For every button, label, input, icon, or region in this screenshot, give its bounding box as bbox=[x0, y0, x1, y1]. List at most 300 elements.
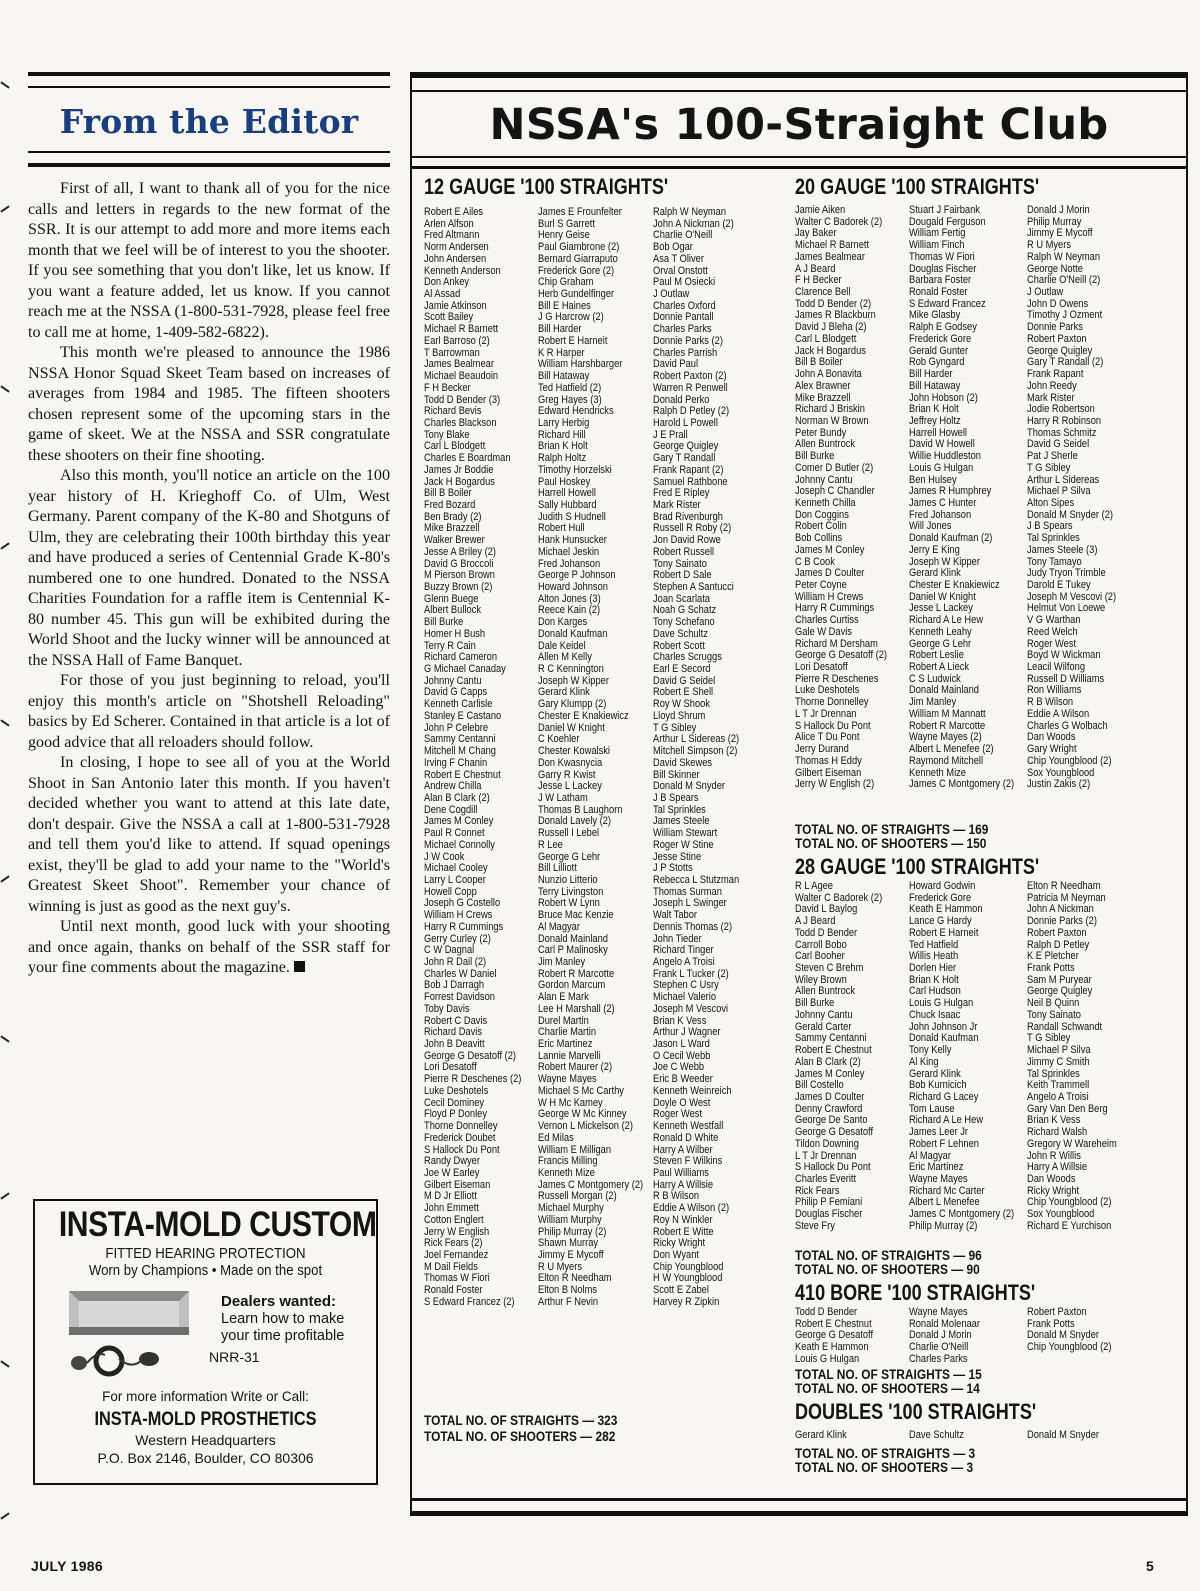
shooter-name: Tal Sprinkles bbox=[1027, 1067, 1080, 1080]
shooter-name: Pierre R Deschenes (2) bbox=[424, 1073, 522, 1086]
shooter-name: Robert E Harneit bbox=[538, 334, 608, 347]
editor-paragraph: This month we're pleased to announce the 1986 NSSA Honor Squad Skeet Team based on increases of averages from 1984 and 1985. The fifteen shooters chosen represent some of the upcoming stars in the game of skeet. We at the NSSA and SSR congratulate these shooters on their fine shooting. bbox=[28, 344, 390, 464]
shooter-name: James Jr Boddie bbox=[424, 463, 494, 476]
shooter-name: John A Nickman (2) bbox=[653, 217, 734, 230]
shooter-name: James D Coulter bbox=[795, 1090, 865, 1103]
shooter-name: Ted Hatfield bbox=[909, 938, 959, 951]
shooter-name: Jack H Bogardus bbox=[424, 475, 495, 488]
shooter-name: Cecil Dominey bbox=[424, 1096, 485, 1109]
shooter-name: Will Jones bbox=[909, 520, 952, 533]
roster-410-bore-col2 bbox=[909, 1307, 994, 1366]
shooter-name: Frank Potts bbox=[1027, 962, 1075, 975]
shooter-name: Frank Rapant (2) bbox=[653, 463, 724, 476]
shooter-name: J Outlaw bbox=[653, 288, 690, 301]
shooter-name: Pierre R Deschenes bbox=[795, 672, 879, 685]
shooter-name: Steven F Wilkins bbox=[653, 1155, 723, 1168]
shooter-name: Arthur F Nevin bbox=[538, 1295, 599, 1308]
shooter-name: K E Pletcher bbox=[1027, 950, 1079, 963]
shooter-name: Frederick Gore (2) bbox=[538, 264, 615, 277]
shooter-name: William H Crews bbox=[795, 590, 864, 603]
shooter-name: Brian K Vess bbox=[653, 1014, 707, 1027]
shooter-name: Patricia M Neyman bbox=[1027, 891, 1106, 904]
shooter-name: Robert Paxton bbox=[1027, 1306, 1087, 1318]
shooter-name: Jerry W English bbox=[424, 1225, 490, 1238]
shooter-name: Steven C Brehm bbox=[795, 962, 864, 975]
shooter-name: Don Kwasnycia bbox=[538, 756, 603, 769]
shooter-name: Keith Trammell bbox=[1027, 1079, 1090, 1092]
shooter-name: Fred E Ripley bbox=[653, 487, 710, 500]
ad-subtitle: FITTED HEARING PROTECTION bbox=[105, 1245, 306, 1262]
shooter-name: Donald M Snyder (2) bbox=[1027, 508, 1113, 521]
shooter-name: F H Becker bbox=[424, 381, 471, 394]
shooter-name: Sally Hubbard bbox=[538, 498, 597, 511]
shooter-name: Chip Youngblood (2) bbox=[1027, 754, 1112, 767]
shooter-name: A J Beard bbox=[795, 262, 836, 275]
shooter-name: A J Beard bbox=[795, 915, 836, 928]
shooter-name: Louis G Hulgan bbox=[909, 461, 974, 474]
shooter-name: Albert Bullock bbox=[424, 604, 481, 617]
shooter-name: Douglas Fischer bbox=[909, 262, 977, 275]
ad-hq: Western Headquarters bbox=[135, 1432, 276, 1448]
shooter-name: John Hobson (2) bbox=[909, 391, 978, 404]
shooter-name: R C Kennington bbox=[538, 663, 604, 676]
editor-bottom-rule bbox=[28, 151, 390, 167]
shooter-name: William Stewart bbox=[653, 827, 718, 840]
shooter-name: John Andersen bbox=[424, 252, 487, 265]
roster-20-gauge-col2 bbox=[909, 205, 1034, 791]
shooter-name: Gary T Randall bbox=[653, 452, 716, 465]
shooter-name: Jerry Durand bbox=[795, 743, 849, 756]
shooter-name: Al Magyar bbox=[538, 920, 580, 933]
shooter-name: Charles Oxford bbox=[653, 299, 716, 312]
roster-doubles-col3 bbox=[1027, 1430, 1113, 1442]
shooter-name: William Murphy bbox=[538, 1213, 602, 1226]
shooter-name: David G Broccoli bbox=[424, 557, 494, 570]
margin-mark bbox=[0, 542, 9, 549]
shooter-name: Cotton Englert bbox=[424, 1213, 484, 1226]
shooter-name: Neil B Quinn bbox=[1027, 997, 1080, 1010]
shooter-name: George P Johnson bbox=[538, 569, 616, 582]
shooter-name: Wayne Mayes bbox=[909, 1172, 968, 1185]
shooter-name: Ron Williams bbox=[1027, 684, 1082, 697]
shooter-name: Jesse A Briley (2) bbox=[424, 545, 496, 558]
shooter-name: Robert R Marcotte bbox=[538, 967, 615, 980]
shooter-name: Carl Hudson bbox=[909, 985, 961, 998]
shooter-name: Gerard Klink bbox=[909, 567, 961, 580]
shooter-name: Jack H Bogardus bbox=[795, 344, 866, 357]
shooter-name: R B Wilson bbox=[653, 1190, 700, 1203]
section-heading-12-gauge: 12 GAUGE '100 STRAIGHTS' bbox=[424, 174, 669, 199]
section-heading-410-bore: 410 BORE '100 STRAIGHTS' bbox=[795, 1280, 1036, 1305]
shooter-name: Joseph W Kipper bbox=[538, 674, 609, 687]
shooter-name: Andrew Chilla bbox=[424, 780, 482, 793]
shooter-name: George G Desatoff bbox=[795, 1329, 874, 1342]
shooter-name: Jamie Atkinson bbox=[424, 299, 487, 312]
shooter-name: Ralph E Godsey bbox=[909, 321, 977, 334]
shooter-name: Walter C Badorek (2) bbox=[795, 215, 883, 228]
shooter-name: Donnie Parks (2) bbox=[1027, 915, 1097, 928]
shooter-name: Donald M Snyder bbox=[1027, 1429, 1100, 1441]
shooter-name: Keath E Hammon bbox=[909, 903, 983, 916]
shooter-name: M D Jr Elliott bbox=[424, 1190, 477, 1203]
shooter-name: S Hallock Du Pont bbox=[795, 719, 871, 732]
shooter-name: Carl P Malinosky bbox=[538, 944, 608, 957]
club-title-rule bbox=[412, 156, 1186, 169]
ad-dealers-block bbox=[221, 1293, 371, 1345]
shooter-name: Brian K Vess bbox=[1027, 1114, 1081, 1127]
shooter-name: W H Mc Kamey bbox=[538, 1096, 603, 1109]
shooter-name: Roger West bbox=[653, 1108, 703, 1121]
shooter-name: Asa T Oliver bbox=[653, 252, 704, 265]
shooter-name: Timothy Horzelski bbox=[538, 463, 612, 476]
shooter-name: Carl Booher bbox=[795, 950, 845, 963]
straight-club-box bbox=[410, 72, 1188, 1516]
shooter-name: Willie Huddleston bbox=[909, 450, 982, 463]
shooter-name: Brian K Holt bbox=[909, 403, 959, 416]
shooter-name: Frederick Doubet bbox=[424, 1131, 496, 1144]
shooter-name: Irving F Chanin bbox=[424, 756, 488, 769]
ad-company: INSTA-MOLD PROSTHETICS bbox=[94, 1409, 317, 1430]
shooter-name: James Leer Jr bbox=[909, 1126, 969, 1139]
shooter-name: Jimmy E Mycoff bbox=[1027, 227, 1093, 240]
shooter-name: Harold L Powell bbox=[653, 416, 718, 429]
shooter-name: J W Latham bbox=[538, 791, 588, 804]
shooter-name: Charles Parks bbox=[653, 323, 712, 336]
shooter-name: Jay Baker bbox=[795, 227, 837, 240]
shooter-name: Earl E Secord bbox=[653, 663, 711, 676]
shooter-name: Bill Burke bbox=[795, 450, 835, 463]
shooter-name: Sammy Centanni bbox=[424, 733, 496, 746]
shooter-name: Richard Bevis bbox=[424, 405, 482, 418]
shooter-name: David G Capps bbox=[424, 686, 488, 699]
shooter-name: Donald J Morin bbox=[909, 1329, 972, 1342]
shooter-name: Jason L Ward bbox=[653, 1038, 710, 1051]
shooter-name: Chip Youngblood (2) bbox=[1027, 1196, 1112, 1209]
shooter-name: Angelo A Troisi bbox=[1027, 1090, 1089, 1103]
shooter-name: O Cecil Webb bbox=[653, 1049, 711, 1062]
shooter-name: Louis G Hulgan bbox=[795, 1352, 860, 1365]
total-shooters-doubles: TOTAL NO. OF SHOOTERS — 3 bbox=[795, 1460, 974, 1476]
shooter-name: Russell Morgan (2) bbox=[538, 1190, 617, 1203]
editor-column bbox=[28, 72, 390, 979]
shooter-name: John Johnson Jr bbox=[909, 1020, 978, 1033]
shooter-name: Justin Zakis (2) bbox=[1027, 778, 1091, 791]
shooter-name: Robert F Lehnen bbox=[909, 1137, 979, 1150]
shooter-name: Todd D Bender bbox=[795, 1306, 858, 1318]
shooter-name: Charles Everitt bbox=[795, 1172, 857, 1185]
shooter-name: James R Blackburn bbox=[795, 309, 876, 322]
shooter-name: Joseph M Vescovi (2) bbox=[1027, 590, 1117, 603]
shooter-name: Harry A Wilber bbox=[653, 1143, 713, 1156]
shooter-name: Robert E Chestnut bbox=[795, 1317, 872, 1330]
shooter-name: G Michael Canaday bbox=[424, 663, 506, 676]
shooter-name: James Steele bbox=[653, 815, 710, 828]
shooter-name: Johnny Cantu bbox=[795, 473, 853, 486]
shooter-name: Dan Woods bbox=[1027, 731, 1076, 744]
margin-mark bbox=[0, 1192, 9, 1199]
shooter-name: Bill Harder bbox=[909, 368, 953, 381]
shooter-name: Dan Woods bbox=[1027, 1172, 1076, 1185]
shooter-name: Rob Gyngard bbox=[909, 356, 965, 369]
shooter-name: Gerard Klink bbox=[538, 686, 590, 699]
shooter-name: Sam M Puryear bbox=[1027, 973, 1092, 986]
shooter-name: Jesse Stine bbox=[653, 850, 702, 863]
shooter-name: Ralph W Neyman bbox=[1027, 250, 1101, 263]
shooter-name: Tal Sprinkles bbox=[653, 803, 706, 816]
shooter-name: John P Celebre bbox=[424, 721, 489, 734]
shooter-name: Todd D Bender bbox=[795, 926, 858, 939]
shooter-name: Fred Johanson bbox=[909, 508, 972, 521]
shooter-name: Larry L Cooper bbox=[424, 873, 486, 886]
shooter-name: George G Lehr bbox=[909, 637, 972, 650]
shooter-name: Donald Mainland bbox=[538, 932, 608, 945]
shooter-name: George Quigley bbox=[1027, 344, 1093, 357]
shooter-name: Kenneth Westfall bbox=[653, 1120, 724, 1133]
shooter-name: Carl L Blodgett bbox=[795, 332, 857, 345]
section-heading-28-gauge: 28 GAUGE '100 STRAIGHTS' bbox=[795, 854, 1040, 879]
shooter-name: Chip Youngblood bbox=[653, 1260, 724, 1273]
margin-mark bbox=[0, 875, 9, 882]
shooter-name: Walker Brewer bbox=[424, 534, 485, 547]
section-heading-doubles: DOUBLES '100 STRAIGHTS' bbox=[795, 1399, 1037, 1424]
shooter-name: George De Santo bbox=[795, 1114, 868, 1127]
shooter-name: Lori Desatoff bbox=[795, 661, 848, 674]
shooter-name: F H Becker bbox=[795, 274, 842, 287]
shooter-name: Bob J Darragh bbox=[424, 979, 485, 992]
shooter-name: James M Conley bbox=[795, 1067, 865, 1080]
shooter-name: Albert L Menefee bbox=[909, 1196, 980, 1209]
shooter-name: Thomas W Fiori bbox=[424, 1272, 490, 1285]
shooter-name: Chip Youngblood (2) bbox=[1027, 1341, 1112, 1354]
shooter-name: Dene Cogdill bbox=[424, 803, 478, 816]
footer-issue-date: JULY 1986 bbox=[31, 1558, 103, 1574]
ad-dealers-heading: Dealers wanted: bbox=[221, 1293, 337, 1310]
editor-paragraph-last bbox=[28, 917, 390, 979]
insta-mold-ad bbox=[33, 1199, 378, 1485]
shooter-name: J B Spears bbox=[653, 791, 699, 804]
shooter-name: T G Sibley bbox=[1027, 1032, 1071, 1045]
shooter-name: Michael R Barnett bbox=[424, 323, 499, 336]
shooter-name: J W Cook bbox=[424, 850, 465, 863]
shooter-name: Samuel Rathbone bbox=[653, 475, 728, 488]
shooter-name: John B Deavitt bbox=[424, 1038, 485, 1051]
shooter-name: David W Howell bbox=[909, 438, 975, 451]
shooter-name: Ronald D White bbox=[653, 1131, 719, 1144]
shooter-name: Donnie Parks (2) bbox=[653, 334, 723, 347]
shooter-name: Jim Manley bbox=[538, 956, 586, 968]
shooter-name: Donald Kaufman bbox=[909, 1032, 979, 1045]
shooter-name: Robert Scott bbox=[653, 639, 705, 652]
shooter-name: S Hallock Du Pont bbox=[795, 1161, 871, 1174]
editor-paragraph: First of all, I want to thank all of you for the nice calls and letters in regards to the new format of the SSR. It is our attempt to add more and more items each month that we feel will be of interest to you the shooter. If you see something that you don't like, let us know. If you want a feature added, let us know. If you cannot reach me at the NSSA (1-800-531-7928, please feel free to call me at home, 1-409-582-6822). bbox=[28, 180, 390, 341]
shooter-name: Jon David Rowe bbox=[653, 534, 721, 547]
shooter-name: Lloyd Shrum bbox=[653, 709, 706, 722]
shooter-name: Robert Leslie bbox=[909, 649, 964, 662]
shooter-name: J Outlaw bbox=[1027, 286, 1064, 299]
shooter-name: Robert E Witte bbox=[653, 1225, 714, 1238]
shooter-name: Ralph W Neyman bbox=[653, 206, 727, 218]
shooter-name: Bill B Boiler bbox=[424, 487, 472, 500]
shooter-name: Mitchell M Chang bbox=[424, 745, 496, 758]
shooter-name: Glenn Buege bbox=[424, 592, 479, 605]
shooter-name: William H Crews bbox=[424, 909, 493, 922]
shooter-name: Gerald Gunter bbox=[909, 344, 969, 357]
shooter-name: C B Cook bbox=[795, 555, 835, 568]
shooter-name: L T Jr Drennan bbox=[795, 707, 857, 720]
shooter-name: Scott Bailey bbox=[424, 311, 474, 324]
roster-28-gauge-col2 bbox=[909, 881, 1034, 1233]
shooter-name: Robert A Lieck bbox=[909, 661, 970, 674]
shooter-name: Fred Altmann bbox=[424, 229, 480, 242]
shooter-name: Jodie Robertson bbox=[1027, 403, 1095, 416]
shooter-name: Gerry Curley (2) bbox=[424, 932, 491, 945]
shooter-name: Jerry E King bbox=[909, 543, 960, 556]
shooter-name: Al Assad bbox=[424, 288, 461, 301]
ad-model: NRR-31 bbox=[209, 1349, 260, 1365]
shooter-name: David L Baylog bbox=[795, 903, 858, 916]
shooter-name: Daniel W Knight bbox=[909, 590, 976, 603]
shooter-name: Richard Davis bbox=[424, 1026, 483, 1039]
shooter-name: Jim Manley bbox=[909, 696, 957, 709]
shooter-name: Ben Brady (2) bbox=[424, 510, 482, 523]
shooter-name: Al Magyar bbox=[909, 1149, 951, 1162]
shooter-name: J B Spears bbox=[1027, 520, 1073, 533]
shooter-name: Harry R Cummings bbox=[424, 920, 504, 933]
shooter-name: Eddie A Wilson (2) bbox=[653, 1202, 730, 1215]
shooter-name: Alton Jones (3) bbox=[538, 592, 601, 605]
shooter-name: Jamie Aiken bbox=[795, 204, 846, 216]
shooter-name: Randy Dwyer bbox=[424, 1155, 480, 1168]
shooter-name: Herb Gundelfinger bbox=[538, 288, 615, 301]
shooter-name: T G Sibley bbox=[1027, 461, 1071, 474]
shooter-name: Donnie Parks bbox=[1027, 321, 1083, 334]
roster-28-gauge-col1 bbox=[795, 881, 899, 1233]
shooter-name: Donald Mainland bbox=[909, 684, 979, 697]
shooter-name: Jeffrey Holtz bbox=[909, 414, 961, 427]
shooter-name: Chester Kowalski bbox=[538, 745, 610, 758]
shooter-name: John Emmett bbox=[424, 1202, 479, 1215]
shooter-name: Ed Milas bbox=[538, 1131, 574, 1144]
ad-address: P.O. Box 2146, Boulder, CO 80306 bbox=[97, 1450, 314, 1466]
shooter-name: Shawn Murray bbox=[538, 1237, 599, 1250]
shooter-name: Kenneth Carlisle bbox=[424, 698, 493, 711]
shooter-name: Lee H Marshall (2) bbox=[538, 1002, 615, 1015]
shooter-name: Thorne Donnelley bbox=[424, 1120, 498, 1133]
shooter-name: Robert E Ailes bbox=[424, 206, 484, 218]
shooter-name: C S Ludwick bbox=[909, 672, 961, 685]
shooter-name: Howard Johnson bbox=[538, 581, 608, 593]
shooter-name: Robert C Davis bbox=[424, 1014, 488, 1027]
shooter-name: Barbara Foster bbox=[909, 274, 972, 287]
shooter-name: George W Mc Kinney bbox=[538, 1108, 627, 1121]
shooter-name: Todd D Bender (2) bbox=[795, 297, 872, 310]
shooter-name: Robert W Lynn bbox=[538, 897, 600, 910]
shooter-name: Tony Sainato bbox=[653, 557, 707, 570]
shooter-name: Richard Mc Carter bbox=[909, 1184, 985, 1197]
total-shooters-28-gauge: TOTAL NO. OF SHOOTERS — 90 bbox=[795, 1262, 980, 1278]
shooter-name: Frank Rapant bbox=[1027, 368, 1084, 381]
shooter-name: Rebecca L Stutzman bbox=[653, 873, 740, 886]
shooter-name: J G Harcrow (2) bbox=[538, 311, 604, 324]
shooter-name: John R Dail (2) bbox=[424, 956, 487, 968]
shooter-name: Bill Burke bbox=[424, 616, 464, 629]
shooter-name: Comer D Butler (2) bbox=[795, 461, 874, 474]
editor-title: From the Editor bbox=[59, 102, 359, 141]
shooter-name: Chuck Isaac bbox=[909, 1008, 961, 1021]
shooter-name: Chester E Knakiewicz bbox=[538, 709, 629, 722]
shooter-name: Michael Murphy bbox=[538, 1202, 604, 1215]
shooter-name: Michael S Mc Carthy bbox=[538, 1084, 624, 1097]
shooter-name: Douglas Fischer bbox=[795, 1208, 863, 1221]
shooter-name: William Harshbarger bbox=[538, 358, 623, 371]
shooter-name: Judy Tryon Trimble bbox=[1027, 567, 1106, 580]
shooter-name: Stanley E Castano bbox=[424, 709, 502, 722]
shooter-name: Bruce Mac Kenzie bbox=[538, 909, 614, 922]
shooter-name: Dougald Ferguson bbox=[909, 215, 986, 228]
shooter-name: Tony Schefano bbox=[653, 616, 715, 629]
shooter-name: T G Sibley bbox=[653, 721, 697, 734]
shooter-name: Frank L Tucker (2) bbox=[653, 967, 729, 980]
shooter-name: Gerald Carter bbox=[795, 1020, 852, 1033]
shooter-name: Johnny Cantu bbox=[795, 1008, 853, 1021]
shooter-name: Robert E Chestnut bbox=[795, 1044, 872, 1057]
shooter-name: Bill Harder bbox=[538, 323, 582, 336]
shooter-name: William Finch bbox=[909, 239, 965, 252]
shooter-name: Doyle O West bbox=[653, 1096, 711, 1109]
shooter-name: David G Seidel bbox=[653, 674, 716, 687]
shooter-name: Elton R Needham bbox=[538, 1272, 612, 1285]
shooter-name: Thomas W Fiori bbox=[909, 250, 975, 263]
shooter-name: Albert L Menefee (2) bbox=[909, 743, 994, 756]
shooter-name: Ronald Foster bbox=[424, 1284, 483, 1297]
shooter-name: Ted Hatfield (2) bbox=[538, 381, 602, 394]
shooter-name: Dale Keidel bbox=[538, 639, 586, 652]
margin-mark bbox=[0, 1035, 9, 1042]
shooter-name: Donnie Pantall bbox=[653, 311, 714, 324]
editor-top-rule bbox=[28, 72, 390, 88]
shooter-name: Don Coggins bbox=[795, 508, 849, 521]
shooter-name: Floyd P Donley bbox=[424, 1108, 488, 1121]
shooter-name: Noah G Schatz bbox=[653, 604, 717, 617]
shooter-name: Harry A Willsie bbox=[1027, 1161, 1088, 1174]
shooter-name: Bill Burke bbox=[795, 997, 835, 1010]
shooter-name: Charles Parks bbox=[909, 1352, 968, 1365]
shooter-name: Bob Ogar bbox=[653, 241, 693, 254]
shooter-name: Gregory W Wareheim bbox=[1027, 1137, 1117, 1150]
shooter-name: Louis G Hulgan bbox=[909, 997, 974, 1010]
shooter-name: Earl Barroso (2) bbox=[424, 334, 490, 347]
shooter-name: Charles W Daniel bbox=[424, 967, 497, 980]
shooter-name: Frank Potts bbox=[1027, 1317, 1075, 1330]
shooter-name: Stephen C Usry bbox=[653, 979, 719, 992]
shooter-name: Gilbert Eiseman bbox=[424, 1178, 491, 1191]
ad-info: For more information Write or Call: bbox=[102, 1389, 309, 1404]
shooter-name: Chester E Knakiewicz bbox=[909, 579, 1000, 591]
shooter-name: John Reedy bbox=[1027, 379, 1077, 392]
shooter-name: Chip Graham bbox=[538, 276, 594, 289]
ad-title: INSTA-MOLD CUSTOM bbox=[58, 1205, 377, 1244]
shooter-name: Gilbert Eiseman bbox=[795, 766, 862, 779]
shooter-name: Dave Schultz bbox=[653, 627, 708, 640]
shooter-name: V G Warthan bbox=[1027, 614, 1081, 627]
shooter-name: Joel Fernandez bbox=[424, 1248, 489, 1261]
shooter-name: Eddie A Wilson bbox=[1027, 707, 1090, 720]
shooter-name: Bill Skinner bbox=[653, 768, 700, 781]
shooter-name: James Bealmear bbox=[424, 358, 494, 371]
shooter-name: Russell D Williams bbox=[1027, 672, 1105, 685]
shooter-name: George G Desatoff (2) bbox=[424, 1049, 517, 1062]
club-title: NSSA's 100-Straight Club bbox=[489, 100, 1109, 150]
